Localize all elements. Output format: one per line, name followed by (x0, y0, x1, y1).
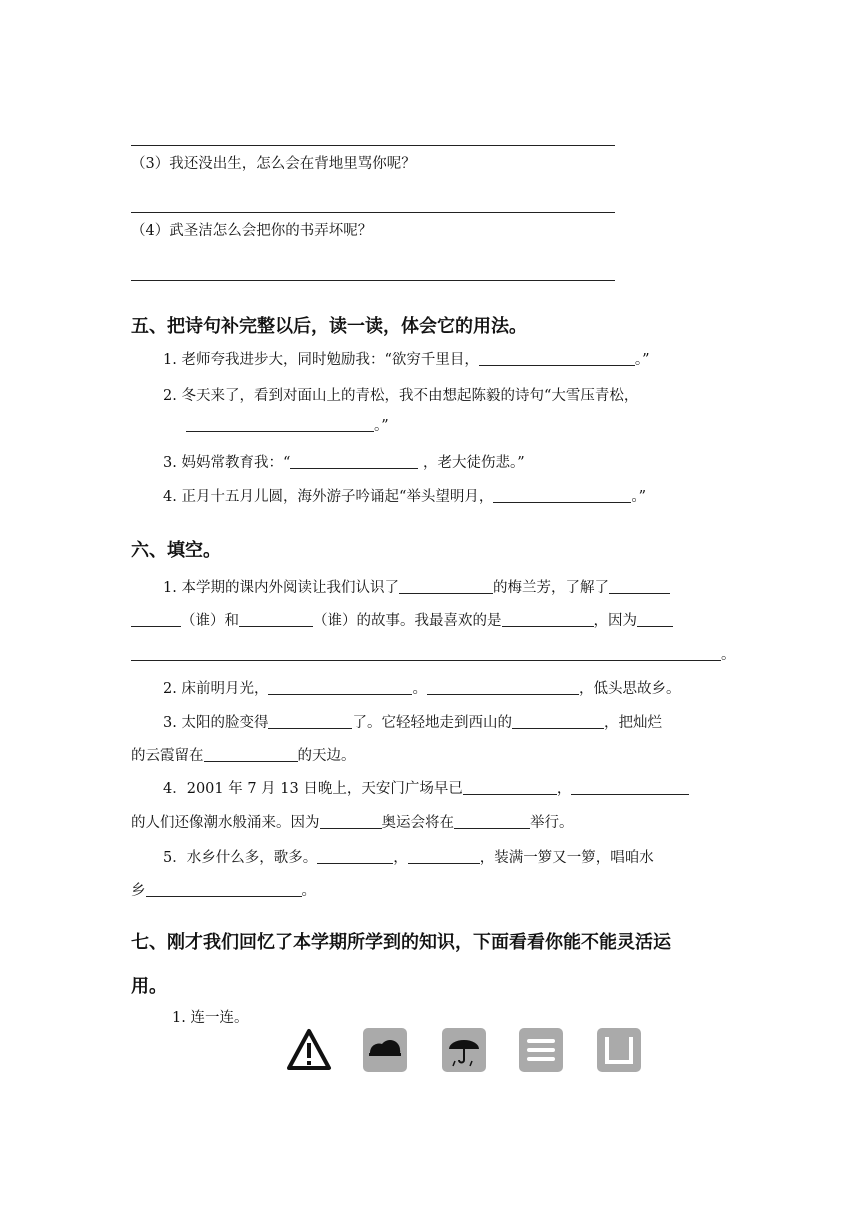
s5-item-3: 3. 妈妈常教育我：“ ，老大徒伤悲。” (163, 455, 525, 471)
blank[interactable] (479, 351, 635, 366)
blank[interactable] (454, 814, 530, 829)
blank[interactable] (427, 680, 579, 695)
s5-item-4: 4. 正月十五月儿圆，海外游子吟诵起“举头望明月， 。” (163, 489, 647, 505)
s5-item-2-cont: 。” (186, 414, 389, 435)
blank[interactable] (463, 780, 557, 795)
fog-icon[interactable] (518, 1027, 564, 1073)
blank[interactable] (186, 417, 374, 432)
warning-icon[interactable] (286, 1027, 332, 1073)
blank[interactable] (268, 680, 412, 695)
section-7-heading-cont: 用。 (131, 976, 167, 997)
s6-item-2: 2. 床前明月光， 。 ，低头思故乡。 (163, 681, 681, 697)
s6-item-3: 3. 太阳的脸变得 了。它轻轻地走到西山的 ，把灿烂 (163, 715, 662, 731)
s6-item-5: 5．水乡什么多，歌多。 ， ，装满一箩又一箩，唱咱水 (163, 850, 654, 866)
answer-line[interactable] (131, 212, 615, 213)
blank[interactable] (512, 714, 604, 729)
s6-item-1: 1. 本学期的课内外阅读让我们认识了 的梅兰芳，了解了 (163, 576, 670, 597)
answer-line[interactable] (131, 280, 615, 281)
blank[interactable] (239, 612, 313, 627)
blank[interactable] (146, 882, 302, 897)
blank[interactable] (131, 646, 721, 661)
rain-icon[interactable] (441, 1027, 487, 1073)
s6-item-3-cont: 的云霞留在 的天边。 (131, 748, 356, 764)
s6-item-5-cont: 乡 。 (131, 883, 316, 899)
blank[interactable] (204, 747, 298, 762)
question-4: （4）武圣洁怎么会把你的书弄坏呢？ (131, 223, 373, 239)
s5-item-1: 1. 老师夸我进步大，同时勉励我：“欲穷千里目， 。” (163, 352, 650, 368)
s6-item-4: 4．2001 年 7 月 13 日晚上，天安门广场早已 ， (163, 777, 689, 798)
blank[interactable] (320, 814, 382, 829)
blank[interactable] (317, 849, 393, 864)
blank[interactable] (571, 780, 689, 795)
s6-item-4-cont: 的人们还像潮水般涌来。因为 奥运会将在 举行。 (131, 815, 574, 831)
blank[interactable] (408, 849, 480, 864)
blank[interactable] (131, 612, 181, 627)
s6-item-1-cont: （谁）和 （谁）的故事。我最喜欢的是 ，因为 (131, 609, 673, 630)
blank[interactable] (268, 714, 352, 729)
cup-icon[interactable] (596, 1027, 642, 1073)
section-5-heading: 五、把诗句补完整以后，读一读，体会它的用法。 (131, 316, 527, 337)
blank[interactable] (637, 612, 673, 627)
section-6-heading: 六、填空。 (131, 540, 221, 561)
blank[interactable] (290, 454, 418, 469)
s5-item-2: 2. 冬天来了，看到对面山上的青松，我不由想起陈毅的诗句“大雪压青松， (163, 388, 639, 404)
blank[interactable] (399, 579, 493, 594)
question-3: （3）我还没出生，怎么会在背地里骂你呢？ (131, 156, 416, 172)
blank[interactable] (609, 579, 670, 594)
answer-line[interactable] (131, 145, 615, 146)
cloudy-icon[interactable] (362, 1027, 408, 1073)
blank[interactable] (502, 612, 594, 627)
blank[interactable] (493, 488, 631, 503)
s7-item-1: 1. 连一连。 (172, 1010, 249, 1026)
s6-item-1-cont2: 。 (131, 643, 736, 664)
section-7-heading: 七、刚才我们回忆了本学期所学到的知识，下面看看你能不能灵活运 (131, 932, 671, 953)
